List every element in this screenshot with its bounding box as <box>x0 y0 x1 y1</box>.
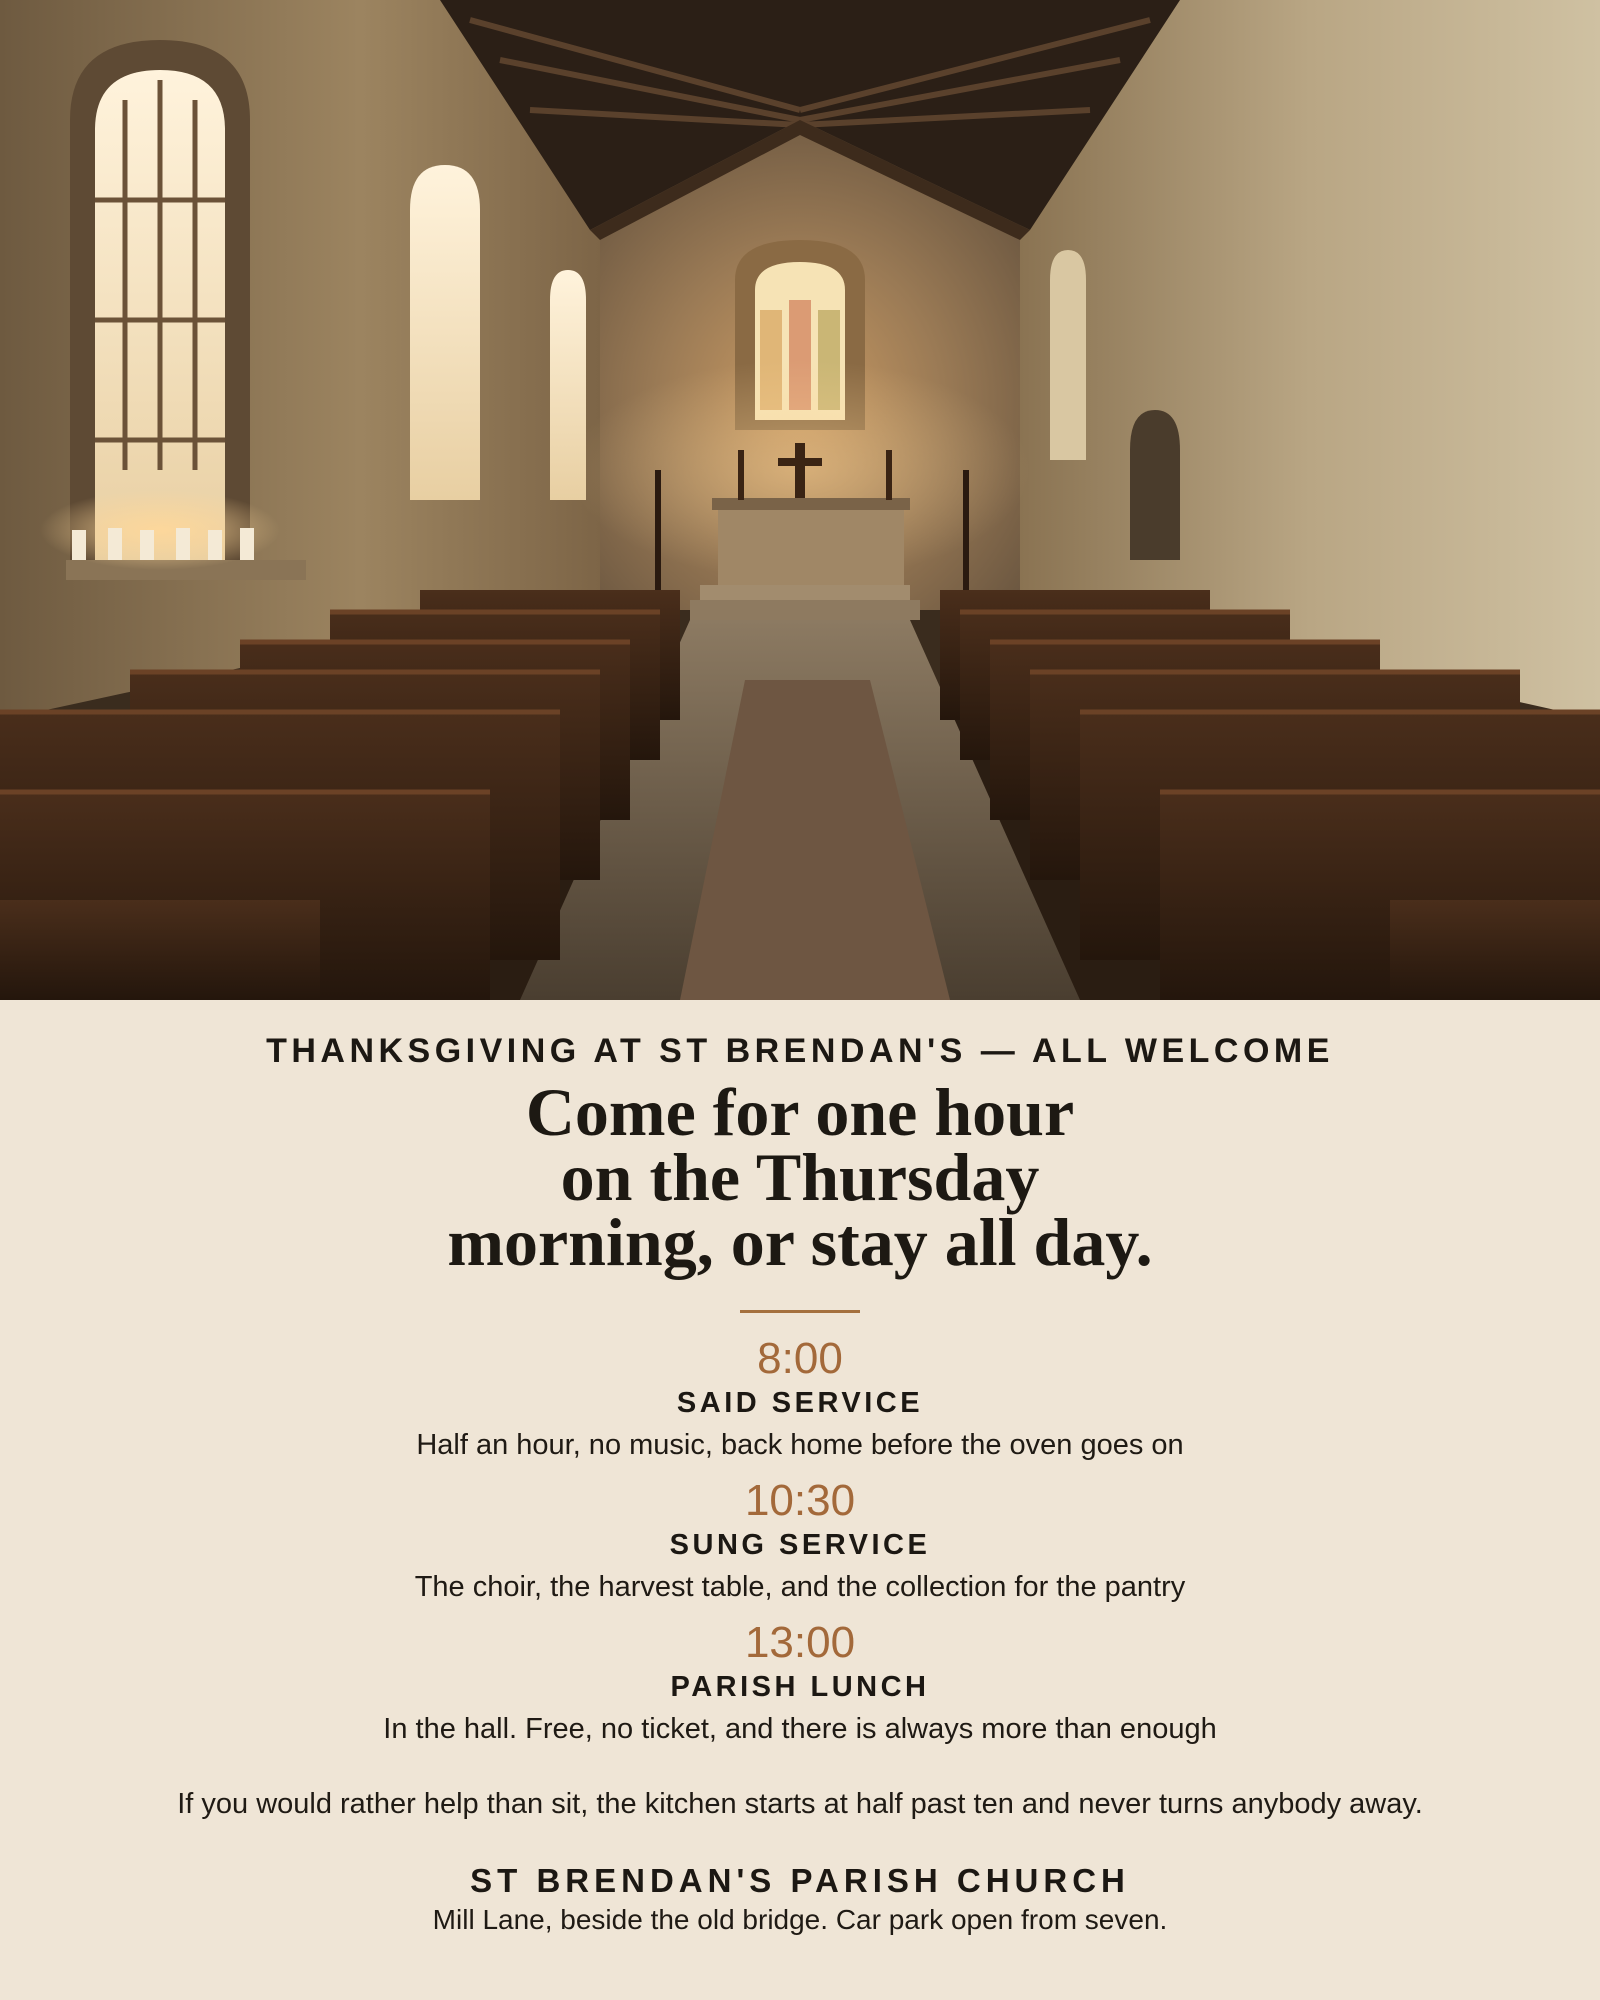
headline <box>0 1074 1600 1280</box>
schedule-item <box>0 1475 1600 1617</box>
schedule-time: 10:30 <box>744 1476 856 1525</box>
volunteer-note: If you would rather help than sit, the kitchen starts at half past ten and never turns anybody away. <box>177 1788 1423 1820</box>
schedule-description: Half an hour, no music, back home before the oven goes on <box>416 1429 1184 1461</box>
church-name: ST BRENDAN'S PARISH CHURCH <box>470 1862 1130 1899</box>
notice-panel <box>0 1000 1600 2000</box>
headline-line-1: Come for one hour <box>525 1074 1075 1150</box>
headline-line-2: on the Thursday <box>560 1139 1040 1215</box>
schedule-time: 8:00 <box>757 1334 843 1383</box>
schedule-title: SUNG SERVICE <box>669 1529 931 1561</box>
headline-line-3: morning, or stay all day. <box>447 1204 1153 1280</box>
schedule-title: PARISH LUNCH <box>670 1671 930 1703</box>
schedule-title: SAID SERVICE <box>676 1387 924 1419</box>
schedule-description: In the hall. Free, no ticket, and there is always more than enough <box>383 1713 1217 1745</box>
schedule-item <box>0 1333 1600 1475</box>
schedule-item <box>0 1617 1600 1759</box>
schedule-description: The choir, the harvest table, and the collection for the pantry <box>414 1571 1186 1603</box>
church-address: Mill Lane, beside the old bridge. Car park open from seven. <box>432 1904 1168 1935</box>
eyebrow-heading: THANKSGIVING AT ST BRENDAN'S — ALL WELCOME <box>266 1032 1334 1070</box>
window-candles <box>40 490 280 570</box>
divider-rule <box>740 1310 860 1313</box>
schedule-time: 13:00 <box>744 1618 856 1667</box>
schedule-list <box>0 1333 1600 1759</box>
